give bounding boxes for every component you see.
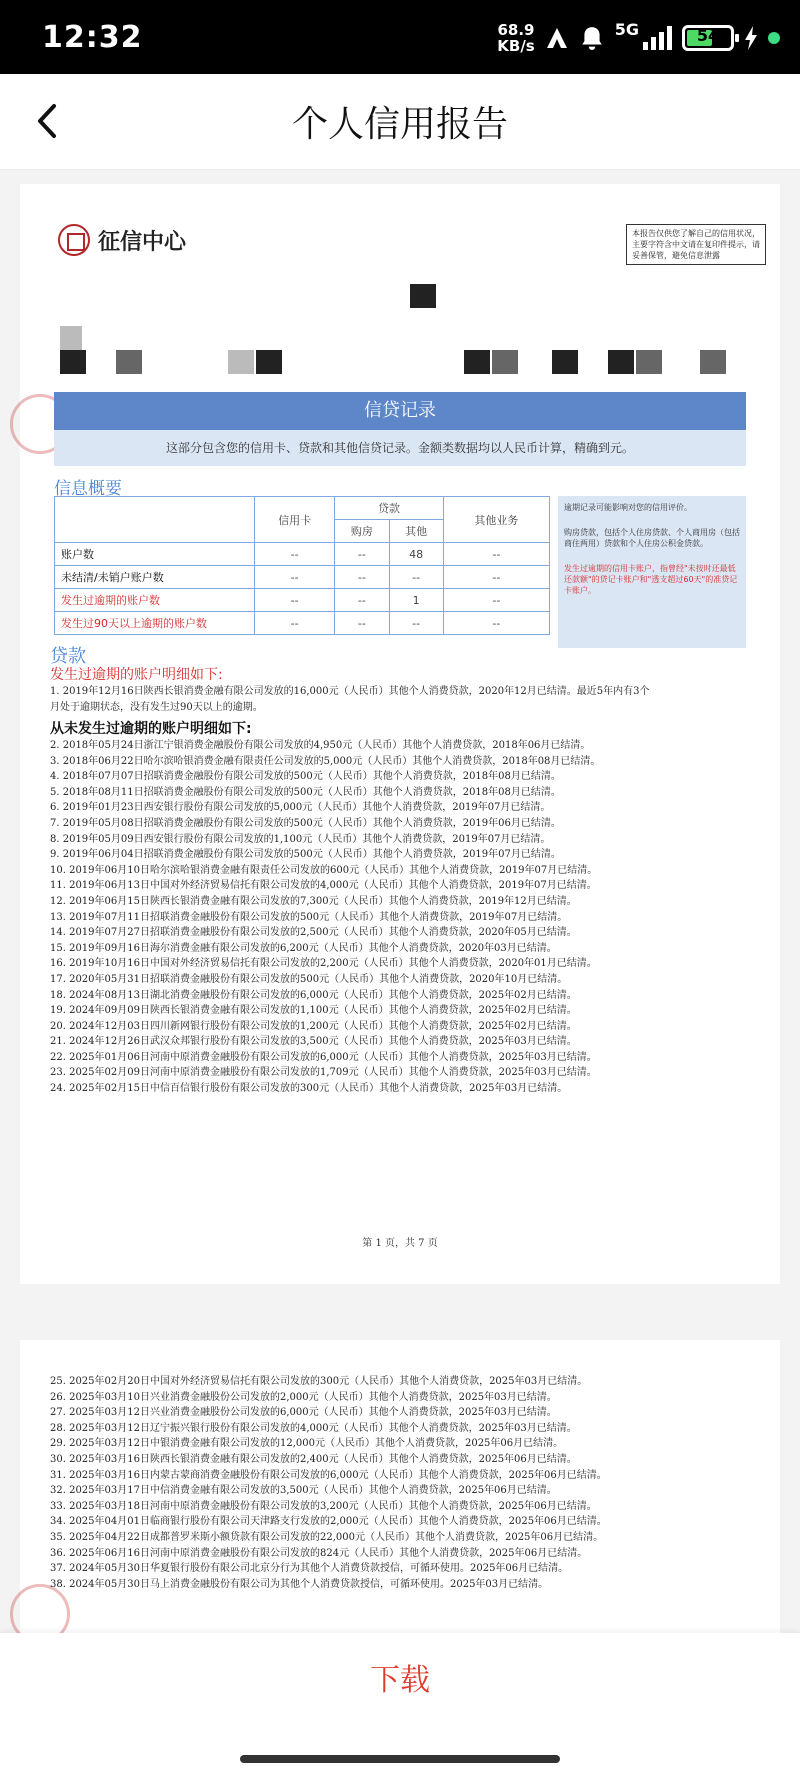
- table-header-cell: 其他业务: [443, 497, 549, 543]
- side-note: 购房贷款，包括个人住房贷款、个人商用房（包括商住两用）贷款和个人住房公积金贷款。: [564, 528, 740, 548]
- redacted-block: [608, 350, 634, 374]
- list-item: 34. 2025年04月01日临商银行股份有限公司天津路支行发放的2,000元（人民币）其他个人消费贷款，2025年06月已结清。: [50, 1516, 607, 1528]
- list-item: 24. 2025年02月15日中信百信银行股份有限公司发放的300元（人民币）其他个人消费贷款，2025年03月已结清。: [50, 1083, 568, 1095]
- table-header-cell: 贷款: [335, 497, 444, 520]
- list-item: 4. 2018年07月07日招联消费金融股份有限公司发放的500元（人民币）其他个人消费贷款，2018年08月已结清。: [50, 771, 561, 783]
- redacted-block: [464, 350, 490, 374]
- bottom-bar: [0, 1633, 800, 1777]
- redacted-block: [256, 350, 282, 374]
- row-label: 账户数: [55, 543, 255, 566]
- home-indicator[interactable]: [240, 1755, 560, 1763]
- list-item: 11. 2019年06月13日中国对外经济贸易信托有限公司发放的4,000元（人民币）其他个人消费贷款，2019年07月已结清。: [50, 880, 597, 892]
- loan-heading: 贷款: [50, 646, 86, 667]
- row-label: 未结清/未销户账户数: [55, 566, 255, 589]
- privacy-dot-icon: [768, 32, 780, 44]
- list-item: 37. 2024年05月30日华夏银行股份有限公司北京分行为其他个人消费贷款授信，可循环使用。2025年06月已结清。: [50, 1563, 569, 1575]
- table-cell: --: [443, 589, 549, 612]
- network-type: 5G: [614, 20, 639, 39]
- table-row: [55, 589, 550, 612]
- table-cell: --: [443, 543, 549, 566]
- logo-mark-icon: [58, 224, 90, 256]
- net-speed: [497, 22, 534, 54]
- table-header-cell: 购房: [335, 520, 389, 543]
- list-item: 22. 2025年01月06日河南中原消费金融股份有限公司发放的6,000元（人民币）其他个人消费贷款，2025年03月已结清。: [50, 1051, 597, 1063]
- list-item: 25. 2025年02月20日中国对外经济贸易信托有限公司发放的300元（人民币）其他个人消费贷款，2025年03月已结清。: [50, 1376, 588, 1387]
- clean-heading: 从未发生过逾期的账户明细如下:: [50, 721, 252, 737]
- table-row: [55, 566, 550, 589]
- section-title: 信贷记录: [54, 392, 746, 430]
- status-time: 12:32: [42, 20, 143, 55]
- list-item: 8. 2019年05月09日西安银行股份有限公司发放的1,100元（人民币）其他个人消费贷款，2019年07月已结清。: [50, 833, 551, 845]
- net-speed-value: 68.9: [497, 21, 535, 39]
- list-item: 10. 2019年06月10日哈尔滨哈银消费金融有限责任公司发放的600元（人民币）其他个人消费贷款，2019年07月已结清。: [50, 864, 598, 876]
- overview-table: [54, 496, 550, 635]
- battery-level: 54: [696, 26, 720, 45]
- loan-list: [50, 738, 750, 1097]
- table-cell: --: [443, 566, 549, 589]
- table-cell: --: [443, 612, 549, 635]
- redacted-block: [228, 350, 254, 374]
- list-item: 33. 2025年03月18日河南中原消费金融股份有限公司发放的3,200元（人民币）其他个人消费贷款，2025年06月已结清。: [50, 1500, 597, 1512]
- list-item: 15. 2019年09月16日海尔消费金融有限公司发放的6,200元（人民币）其他个人消费贷款，2020年03月已结清。: [50, 942, 557, 954]
- list-item: 23. 2025年02月09日河南中原消费金融股份有限公司发放的1,709元（人民币）其他个人消费贷款，2025年03月已结清。: [50, 1067, 597, 1079]
- list-item: 29. 2025年03月12日中银消费金融有限公司发放的12,000元（人民币）其他个人消费贷款，2025年06月已结清。: [50, 1438, 564, 1450]
- redacted-block: [60, 350, 86, 374]
- list-item: 14. 2019年07月27日招联消费金融股份有限公司发放的2,500元（人民币）其他个人消费贷款，2020年05月已结清。: [50, 927, 577, 939]
- nav-bar: [0, 74, 800, 170]
- status-bar: [0, 0, 800, 74]
- list-item: 3. 2018年06月22日哈尔滨哈银消费金融有限责任公司发放的5,000元（人民币）其他个人消费贷款，2018年08月已结清。: [50, 755, 601, 767]
- table-cell: --: [255, 566, 335, 589]
- side-note: 发生过逾期的信用卡账户，指曾经"未按时还最低还款额"的贷记卡账户和"透支超过60天"的准贷记卡账户。: [564, 564, 738, 595]
- redacted-block: [552, 350, 578, 374]
- table-cell: --: [335, 612, 389, 635]
- list-item: 17. 2020年05月31日招联消费金融股份有限公司发放的500元（人民币）其他个人消费贷款，2020年10月已结清。: [50, 973, 568, 985]
- list-item: 7. 2019年05月08日招联消费金融股份有限公司发放的500元（人民币）其他个人消费贷款，2019年06月已结清。: [50, 817, 561, 829]
- a-icon: [545, 26, 569, 50]
- redacted-block: [410, 284, 436, 308]
- list-item: 20. 2024年12月03日四川新网银行股份有限公司发放的1,200元（人民币）其他个人消费贷款，2025年02月已结清。: [50, 1020, 577, 1032]
- section-description: 这部分包含您的信用卡、贷款和其他信贷记录。金额类数据均以人民币计算，精确到元。: [54, 430, 746, 466]
- list-item: 月处于逾期状态，没有发生过90天以上的逾期。: [50, 701, 263, 713]
- table-cell: --: [335, 543, 389, 566]
- row-label: 发生过逾期的账户数: [55, 589, 255, 612]
- list-item: 27. 2025年03月12日兴业消费金融股份公司发放的6,000元（人民币）其他个人消费贷款，2025年03月已结清。: [50, 1407, 557, 1419]
- report-viewer[interactable]: [0, 170, 800, 1633]
- redacted-block: [700, 350, 726, 374]
- list-item: 31. 2025年03月16日内蒙古蒙商消费金融股份有限公司发放的6,000元（人民币）其他个人消费贷款，2025年06月已结清。: [50, 1469, 607, 1481]
- side-note: 逾期记录可能影响对您的信用评价。: [564, 503, 692, 512]
- redacted-block: [116, 350, 142, 374]
- overdue-heading: 发生过逾期的账户明细如下:: [50, 667, 223, 683]
- list-item: 5. 2018年08月11日招联消费金融股份有限公司发放的500元（人民币）其他个人消费贷款，2018年08月已结清。: [50, 786, 561, 798]
- table-header-row: [55, 497, 550, 520]
- table-cell: --: [335, 566, 389, 589]
- table-row: [55, 543, 550, 566]
- side-notes: [558, 496, 746, 648]
- credit-center-logo: [58, 224, 186, 256]
- table-cell: --: [389, 566, 443, 589]
- signal-icon: [643, 26, 672, 50]
- list-item: 35. 2025年04月22日成都普罗米斯小额贷款有限公司发放的22,000元（人民币）其他个人消费贷款，2025年06月已结清。: [50, 1531, 604, 1543]
- report-page-1: [20, 184, 780, 1284]
- list-item: 1. 2019年12月16日陕西长银消费金融有限公司发放的16,000元（人民币）其他个人消费贷款，2020年12月已结清。最近5年内有3个: [50, 686, 650, 697]
- table-header-cell: [55, 497, 255, 543]
- table-cell: --: [389, 612, 443, 635]
- row-label: 发生过90天以上逾期的账户数: [55, 612, 255, 635]
- report-notice: 本报告仅供您了解自己的信用状况，主要字符含中文请在复印件提示，请妥善保管，避免信息泄露: [626, 224, 766, 265]
- table-cell: --: [335, 589, 389, 612]
- list-item: 26. 2025年03月10日兴业消费金融股份公司发放的2,000元（人民币）其他个人消费贷款，2025年03月已结清。: [50, 1391, 557, 1403]
- list-item: 28. 2025年03月12日辽宁振兴银行股份有限公司发放的4,000元（人民币）其他个人消费贷款，2025年03月已结清。: [50, 1422, 577, 1434]
- table-header-cell: 信用卡: [255, 497, 335, 543]
- loan-list: [50, 1374, 750, 1592]
- list-item: 36. 2025年06月16日河南中原消费金融股份有限公司发放的824元（人民币）其他个人消费贷款，2025年06月已结清。: [50, 1547, 588, 1559]
- net-speed-unit: KB/s: [497, 37, 535, 55]
- list-item: 16. 2019年10月16日中国对外经济贸易信托有限公司发放的2,200元（人民币）其他个人消费贷款，2020年01月已结清。: [50, 958, 597, 970]
- list-item: 19. 2024年09月09日陕西长银消费金融有限公司发放的1,100元（人民币）其他个人消费贷款，2025年02月已结清。: [50, 1005, 577, 1017]
- table-cell: --: [255, 612, 335, 635]
- status-icons: [497, 18, 780, 58]
- table-row: [55, 612, 550, 635]
- redacted-block: [60, 326, 82, 350]
- table-cell: 1: [389, 589, 443, 612]
- report-page-2: [20, 1340, 780, 1633]
- overview-heading: 信息概要: [54, 479, 122, 499]
- table-header-cell: 其他: [389, 520, 443, 543]
- page-title: 个人信用报告: [291, 104, 508, 145]
- table-cell: 48: [389, 543, 443, 566]
- list-item: 12. 2019年06月15日陕西长银消费金融有限公司发放的7,300元（人民币）其他个人消费贷款，2019年12月已结清。: [50, 895, 577, 907]
- list-item: 30. 2025年03月16日陕西长银消费金融有限公司发放的2,400元（人民币）其他个人消费贷款，2025年06月已结清。: [50, 1453, 577, 1465]
- table-cell: --: [255, 543, 335, 566]
- redacted-block: [636, 350, 662, 374]
- list-item: 13. 2019年07月11日招联消费金融股份有限公司发放的500元（人民币）其他个人消费贷款，2019年07月已结清。: [50, 911, 568, 923]
- list-item: 2. 2018年05月24日浙江宁银消费金融股份有限公司发放的4,950元（人民币）其他个人消费贷款，2018年06月已结清。: [50, 740, 591, 751]
- redacted-block: [492, 350, 518, 374]
- bell-icon: [579, 25, 605, 51]
- list-item: 6. 2019年01月23日西安银行股份有限公司发放的5,000元（人民币）其他个人消费贷款，2019年07月已结清。: [50, 802, 551, 814]
- list-item: 18. 2024年08月13日湖北消费金融股份有限公司发放的6,000元（人民币）其他个人消费贷款，2025年02月已结清。: [50, 989, 577, 1001]
- battery-icon: [682, 25, 734, 51]
- charging-icon: [744, 26, 758, 50]
- table-cell: --: [255, 589, 335, 612]
- list-item: 9. 2019年06月04日招联消费金融股份有限公司发放的500元（人民币）其他个人消费贷款，2019年07月已结清。: [50, 849, 561, 861]
- logo-text: 征信中心: [98, 228, 187, 255]
- page-number: 第 1 页，共 7 页: [362, 1238, 438, 1249]
- list-item: 38. 2024年05月30日马上消费金融股份有限公司为其他个人消费贷款授信，可循环使用。2025年03月已结清。: [50, 1578, 549, 1590]
- list-item: 21. 2024年12月26日武汉众邦银行股份有限公司发放的3,500元（人民币）其他个人消费贷款，2025年03月已结清。: [50, 1036, 577, 1048]
- list-item: 32. 2025年03月17日中信消费金融有限公司发放的3,500元（人民币）其他个人消费贷款，2025年06月已结清。: [50, 1485, 557, 1497]
- download-button[interactable]: 下载: [300, 1653, 500, 1709]
- overdue-list: [50, 684, 750, 715]
